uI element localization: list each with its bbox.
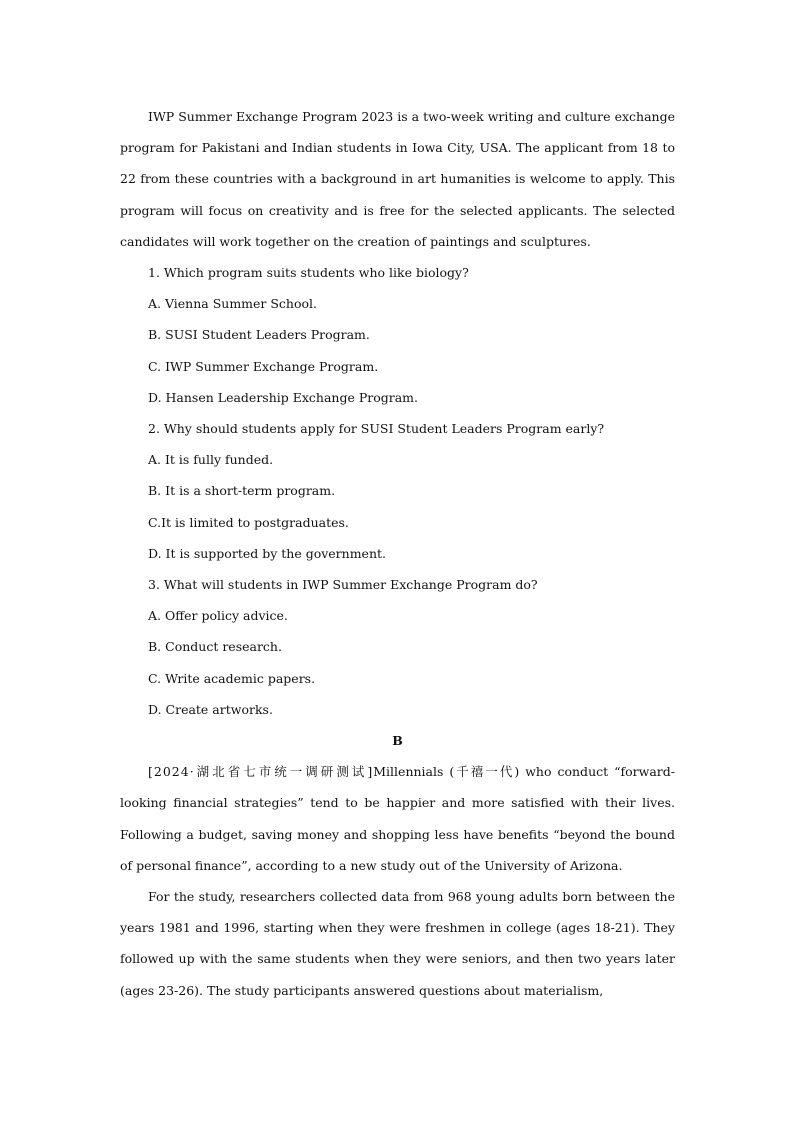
question-3-option-b: B. Conduct research. <box>148 639 282 655</box>
question-1-stem: 1. Which program suits students who like biology? <box>148 265 469 281</box>
question-2-stem: 2. Why should students apply for SUSI Student Leaders Program early? <box>148 421 605 437</box>
passage-a-paragraph: IWP Summer Exchange Program 2023 is a two-week writing and culture exchange program for Pakistani and Indian students in Iowa City, USA. The applicant from 18 to 22 from these countries with a background in art humanities is welcome to apply. This program will focus on creativity and is free for the selected applicants. The selected candidates will work together on the creation of paintings and sculptures. <box>120 109 675 249</box>
question-3-option-c: C. Write academic papers. <box>148 670 316 686</box>
question-1-option-a: A. Vienna Summer School. <box>148 296 318 312</box>
source-tag: [2024·湖北省七市统一调研测试] <box>148 764 374 780</box>
section-b-heading: B <box>392 733 403 749</box>
question-1-option-d: D. Hansen Leadership Exchange Program. <box>148 389 418 405</box>
question-2-option-a: A. It is fully funded. <box>148 452 274 468</box>
section-b-paragraph-2: For the study, researchers collected data from 968 young adults born between the years 1981 and 1996, starting when they were freshmen in college (ages 18-21). They followed up with the same students when they were seniors, and then two years later (ages 23-26). The study participants answered questions about materialism, <box>120 889 675 998</box>
question-1-option-b: B. SUSI Student Leaders Program. <box>148 327 370 343</box>
section-b-paragraph-1 <box>120 756 675 881</box>
question-3-option-d: D. Create artworks. <box>148 701 273 717</box>
question-1-option-c: C. IWP Summer Exchange Program. <box>148 358 379 374</box>
question-2-option-c: C.It is limited to postgraduates. <box>148 514 349 530</box>
page-content <box>120 101 675 1006</box>
question-2-option-b: B. It is a short-term program. <box>148 483 336 499</box>
question-3-option-a: A. Offer policy advice. <box>148 608 288 624</box>
section-b-paragraph-1-text: Millennials (千禧一代) who conduct “forward-looking financial strategies” tend to be happier and more satisfied with their lives. Following a budget, saving money and shopping less have benefits “beyond the bound of personal finance”, according to a new study out of the University of Arizona. <box>120 764 675 873</box>
question-2-option-d: D. It is supported by the government. <box>148 545 387 561</box>
question-3-stem: 3. What will students in IWP Summer Exchange Program do? <box>148 577 538 593</box>
